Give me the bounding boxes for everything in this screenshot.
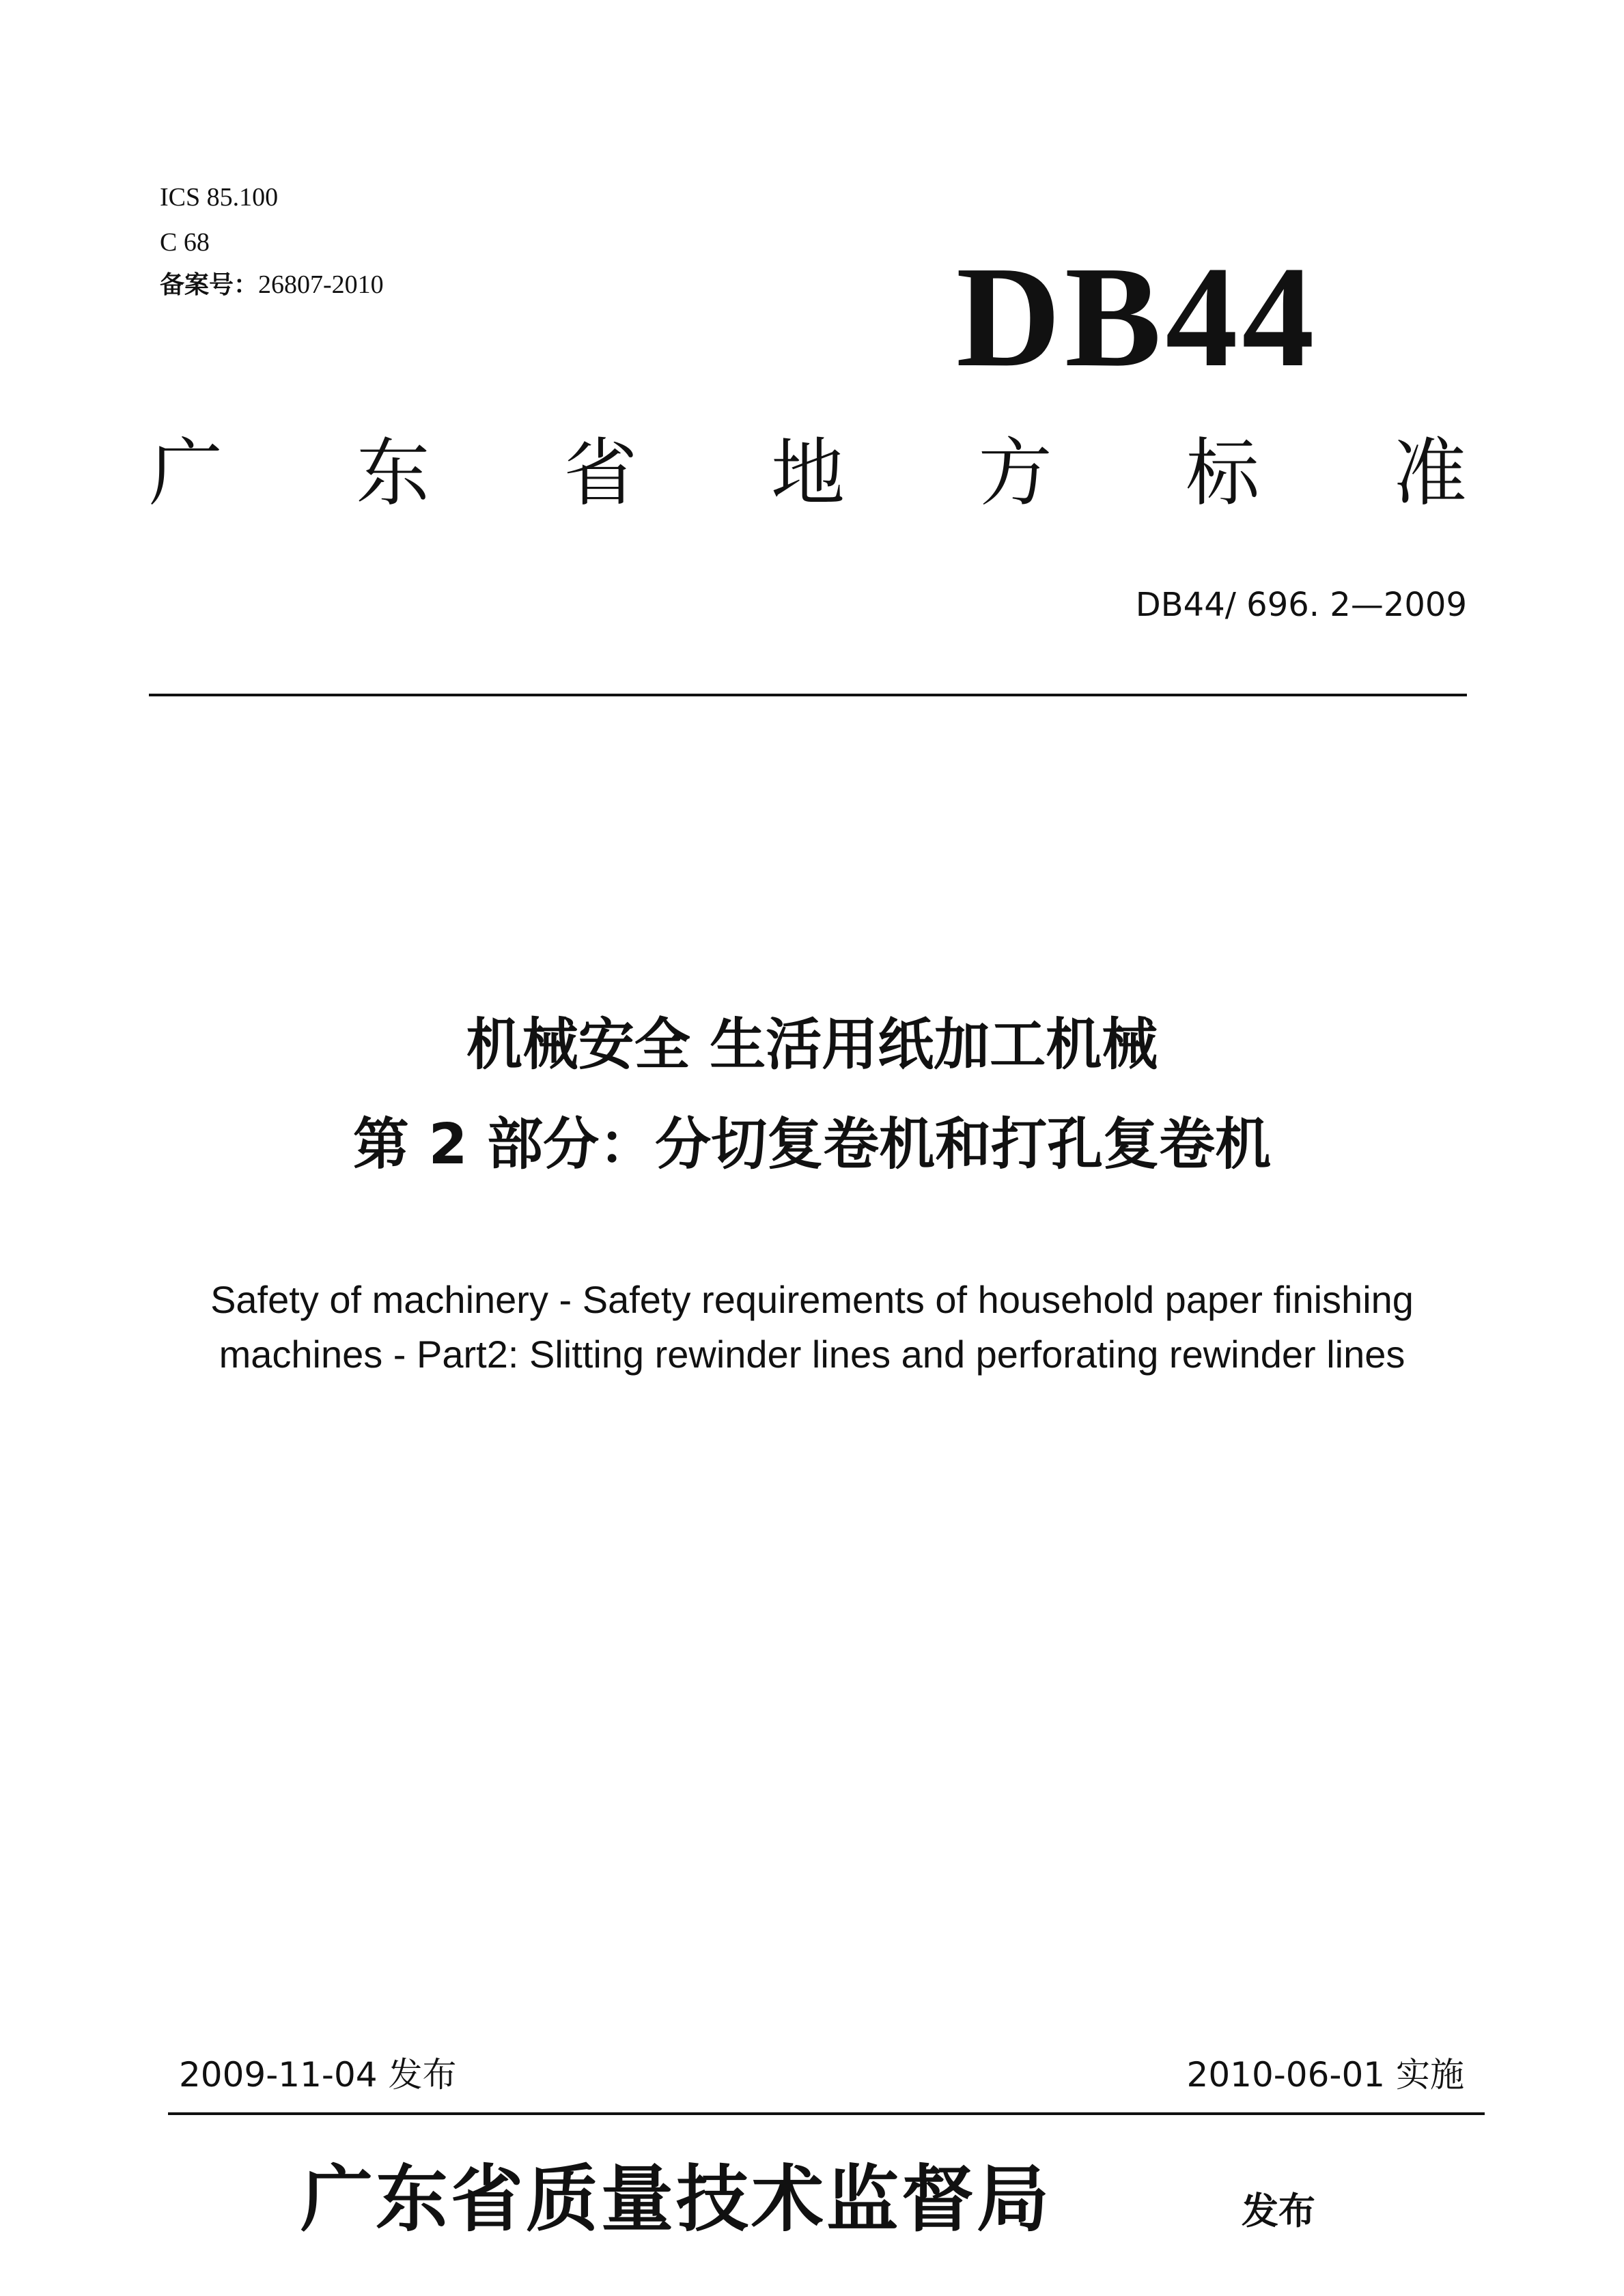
standard-type-char: 广 bbox=[149, 431, 223, 516]
standard-type-char: 方 bbox=[978, 431, 1052, 516]
standard-type-char: 省 bbox=[563, 431, 638, 516]
standard-type-char: 地 bbox=[770, 431, 845, 516]
title-cn-line-1: 机械安全 生活用纸加工机械 bbox=[466, 1012, 1158, 1077]
ics-code: ICS 85.100 bbox=[160, 183, 279, 212]
ccs-code: C 68 bbox=[160, 228, 210, 257]
issuing-authority-suffix: 发布 bbox=[1242, 2189, 1315, 2233]
title-en-line-2: machines - Part2: Slitting rewinder lines and perforating rewinder lines bbox=[219, 1333, 1405, 1376]
standard-type-char: 东 bbox=[356, 431, 430, 516]
header-divider bbox=[149, 694, 1467, 696]
standard-type-heading bbox=[149, 431, 1467, 516]
implementation-date: 2010-06-01 实施 bbox=[1186, 2055, 1464, 2095]
standard-type-char: 标 bbox=[1186, 431, 1260, 516]
footer-divider bbox=[168, 2112, 1485, 2115]
title-en-line-1: Safety of machinery - Safety requirements of household paper finishing bbox=[210, 1278, 1414, 1321]
issue-date: 2009-11-04 发布 bbox=[179, 2055, 457, 2095]
title-cn-line-2: 第 2 部分：分切复卷机和打孔复卷机 bbox=[352, 1112, 1272, 1177]
record-number bbox=[160, 272, 384, 298]
standard-type-char: 准 bbox=[1392, 431, 1467, 516]
record-number-value: 26807-2010 bbox=[258, 270, 384, 299]
issuing-authority: 广东省质量技术监督局 bbox=[300, 2156, 1052, 2241]
record-number-label: 备案号： bbox=[160, 271, 259, 299]
standard-mark: DB44 bbox=[956, 236, 1319, 397]
standard-number: DB44/ 696. 2—2009 bbox=[1135, 586, 1467, 624]
